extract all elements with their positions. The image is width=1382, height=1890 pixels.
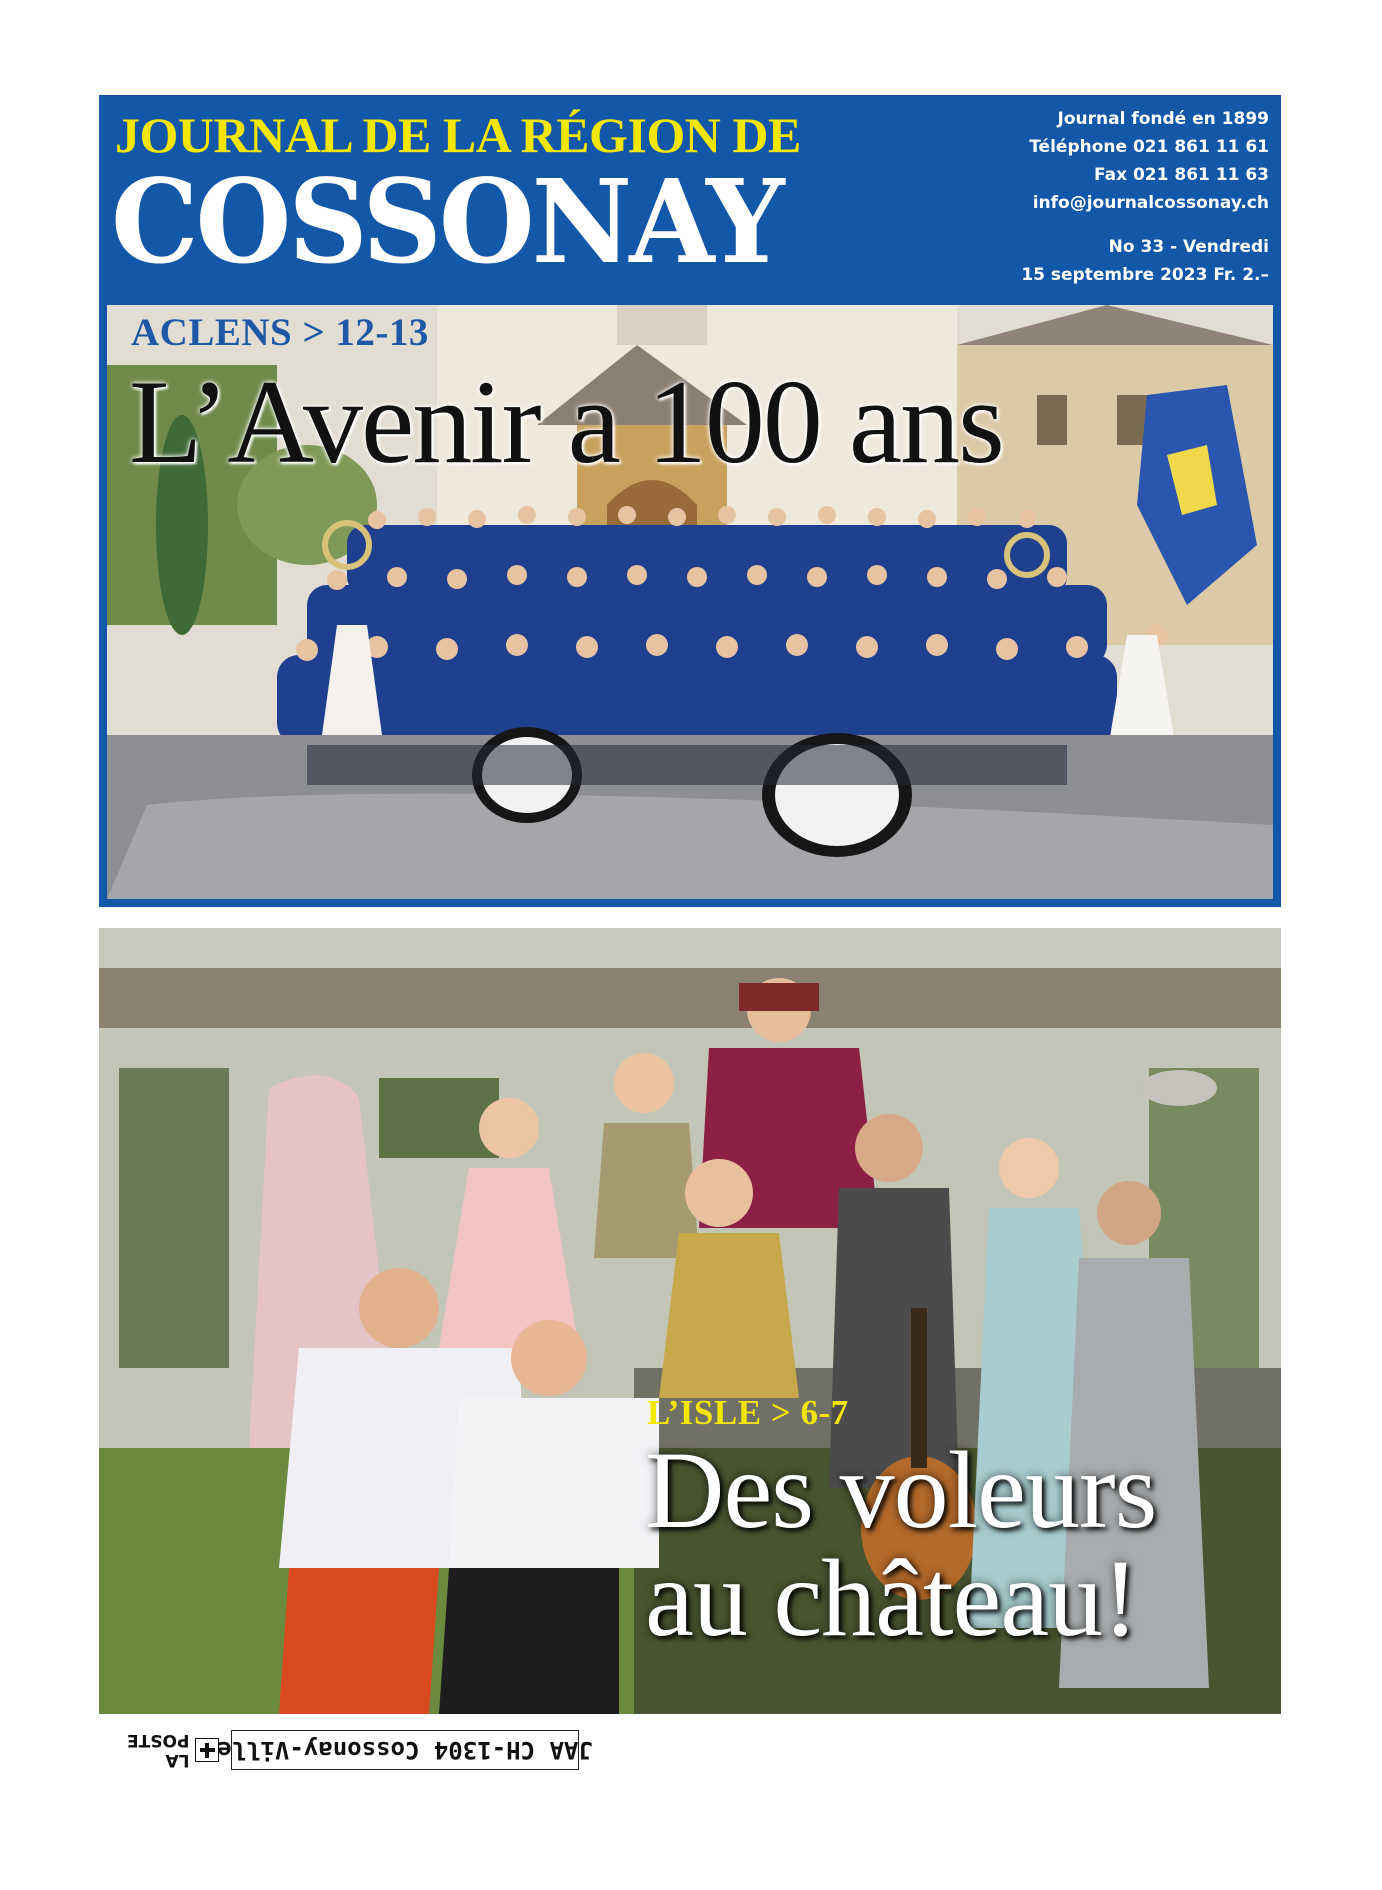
story1-photo <box>107 305 1273 899</box>
la-poste-logo <box>99 1730 219 1770</box>
founded-line: Journal fondé en 1899 <box>1057 109 1269 129</box>
story2-headline <box>645 1429 1157 1659</box>
issue-line: No 33 - Vendredi <box>1108 237 1269 257</box>
info-gap <box>939 217 1269 233</box>
postage-address: JAA CH-1304 Cossonay-Ville <box>231 1730 579 1770</box>
story2-photo <box>99 928 1281 1714</box>
story1-photo-frame <box>99 301 1281 907</box>
story1-headline: L’Avenir a 100 ans <box>129 355 1003 488</box>
masthead-kicker: JOURNAL DE LA RÉGION DE <box>115 107 801 163</box>
postage-bar <box>99 1730 593 1770</box>
story2-headline-line2: au château! <box>645 1537 1138 1659</box>
masthead <box>99 95 1281 305</box>
email-line: info@journalcossonay.ch <box>1032 193 1269 213</box>
date-price-line: 15 septembre 2023 Fr. 2.– <box>1021 265 1269 285</box>
story2-headline-line1: Des voleurs <box>645 1429 1157 1551</box>
story1-kicker: ACLENS > 12-13 <box>131 311 429 354</box>
story2-kicker: L’ISLE > 6-7 <box>647 1393 849 1432</box>
fax-line: Fax 021 861 11 63 <box>1093 165 1269 185</box>
phone-line: Téléphone 021 861 11 61 <box>1029 137 1269 157</box>
masthead-info <box>939 105 1269 289</box>
la-poste-label: LA POSTE <box>127 1730 190 1770</box>
swiss-cross-icon <box>195 1738 219 1762</box>
newspaper-name: COSSONAY <box>111 153 782 290</box>
